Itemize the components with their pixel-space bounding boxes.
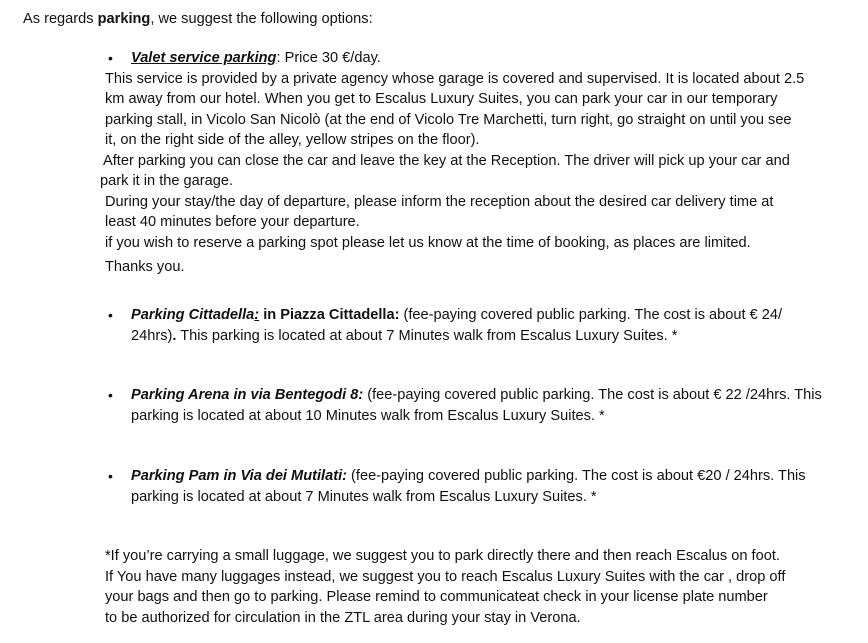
valet-line: it, on the right side of the alley, yellow stripes on the floor). <box>105 132 480 148</box>
pam-desc-1: (fee-paying covered public parking. The cost is about €20 / 24hrs. This <box>346 468 806 484</box>
cittadella-location: in Piazza Cittadella: <box>259 307 400 323</box>
footnote-line: your bags and then go to parking. Please remind to communicateat check in your license plate number <box>105 589 768 605</box>
pam-line-2: parking is located at about 7 Minutes walk from Escalus Luxury Suites. * <box>131 489 597 505</box>
arena-title: Parking Arena in via Bentegodi 8: <box>131 387 364 403</box>
valet-line: After parking you can close the car and leave the key at the Reception. The driver will pick up your car and <box>103 153 790 169</box>
cittadella-colon: : <box>254 307 260 323</box>
valet-line: This service is provided by a private agency whose garage is covered and supervised. It is located about 2.5 <box>105 71 805 87</box>
arena-line-2: parking is located at about 10 Minutes walk from Escalus Luxury Suites. * <box>131 408 605 424</box>
cittadella-line-1 <box>131 305 782 326</box>
bullet-valet: • <box>108 50 113 66</box>
valet-line: parking stall, in Vicolo San Nicolò (at the end of Vicolo Tre Marchetti, turn right, go straight on until you see <box>105 112 792 128</box>
valet-line: km away from our hotel. When you get to Escalus Luxury Suites, you can park your car in our temporary <box>105 91 778 107</box>
arena-line-1 <box>131 385 822 406</box>
cittadella-desc-2b: . <box>172 328 177 344</box>
valet-line: if you wish to reserve a parking spot please let us know at the time of booking, as places are limited. <box>105 235 751 251</box>
cittadella-desc-2a: 24hrs) <box>131 328 173 344</box>
footnote-line: *If you’re carrying a small luggage, we suggest you to park directly there and then reach Escalus on foot. <box>105 548 780 564</box>
footnote-line: If You have many luggages instead, we suggest you to reach Escalus Luxury Suites with the car , drop off <box>105 569 786 585</box>
cittadella-title: Parking Cittadella <box>131 307 255 323</box>
valet-line: least 40 minutes before your departure. <box>105 214 360 230</box>
cittadella-desc-1: (fee-paying covered public parking. The cost is about € 24/ <box>399 307 783 323</box>
valet-line-thanks: Thanks you. <box>105 259 185 275</box>
valet-line: park it in the garage. <box>100 173 234 189</box>
intro-bold-parking: parking <box>97 11 151 27</box>
valet-price: : Price 30 €/day. <box>276 50 381 66</box>
bullet-arena: • <box>108 387 113 403</box>
intro-text: As regards <box>23 11 98 27</box>
intro-text-end: , we suggest the following options: <box>150 11 373 27</box>
valet-title: Valet service parking <box>131 50 277 66</box>
cittadella-desc-2c: This parking is located at about 7 Minutes walk from Escalus Luxury Suites. * <box>176 328 678 344</box>
pam-line-1 <box>131 466 806 487</box>
bullet-cittadella: • <box>108 307 113 323</box>
valet-heading <box>131 48 381 69</box>
arena-desc-1: (fee-paying covered public parking. The cost is about € 22 /24hrs. This <box>363 387 822 403</box>
cittadella-line-2 <box>131 326 677 347</box>
footnote-line: to be authorized for circulation in the ZTL area during your stay in Verona. <box>105 610 581 626</box>
bullet-pam: • <box>108 468 113 484</box>
valet-line: During your stay/the day of departure, please inform the reception about the desired car delivery time at <box>105 194 774 210</box>
intro-line <box>23 9 373 30</box>
pam-title: Parking Pam in Via dei Mutilati: <box>131 468 347 484</box>
